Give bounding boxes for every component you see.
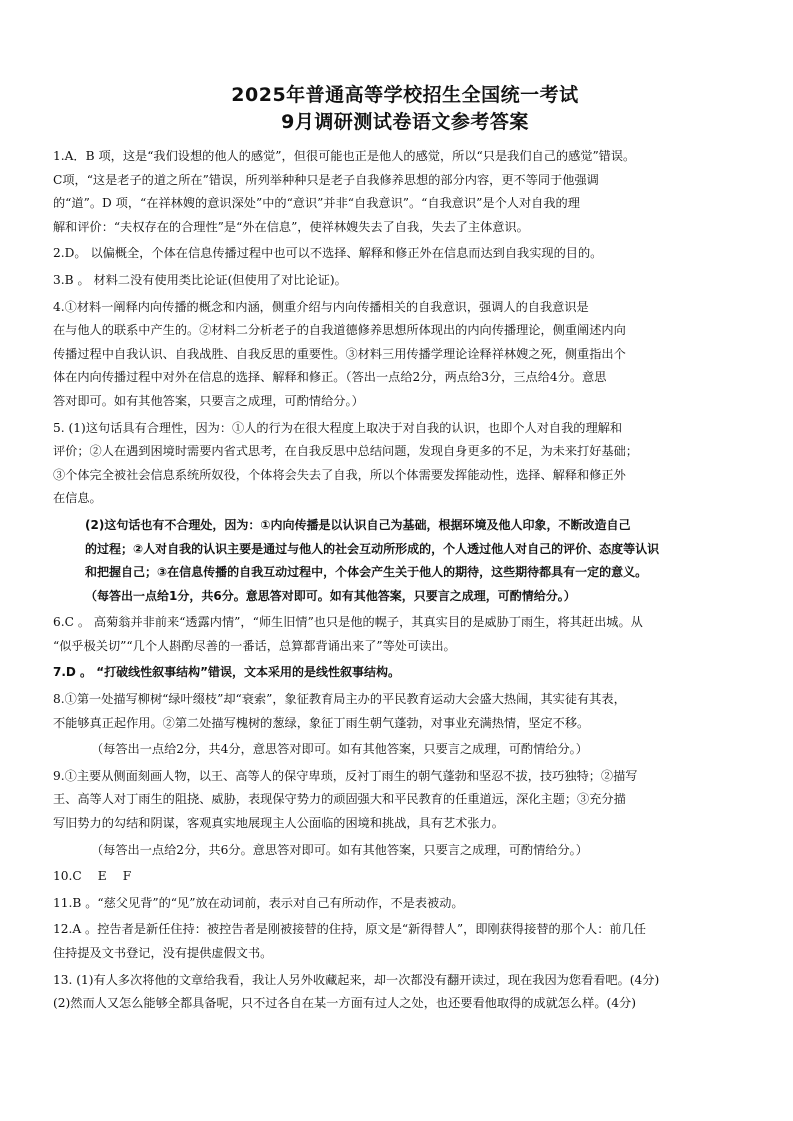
answer-q8-line1: 8.①第一处描写柳树“绿叶缀枝”却“衰索”，象征教育局主办的平民教育运动大会盛大热闹，其实徒有其表， [53,692,626,707]
answer-q5-p1-line3: ③个体完全被社会信息系统所奴役，个体将会失去了自我，所以个体需要发挥能动性，选择、解释和修正外 [53,467,626,482]
answer-q4-line5: 答对即可。如有其他答案，只要言之成理，可酌情给分。） [53,393,364,408]
answer-q5-part1 [53,417,757,511]
answer-q4-line3: 传播过程中自我认识、自我战胜、自我反思的重要性。③材料三用传播学理论诠释祥林嫂之死，侧重指出个 [53,346,626,361]
answer-q5-p1-line1: 5. (1)这句话具有合理性，因为：①人的行为在很大程度上取决于对自我的认识，也即个人对自我的理解和 [53,420,623,435]
answer-q5-p1-line4: 在信息。 [53,491,102,506]
answer-q5-p2-line3: 和把握自己；③在信息传播的自我互动过程中，个体会产生关于他人的期待，这些期待都具有一定的意义。 [85,565,648,580]
answer-q9-line2: 王、高等人对丁雨生的阻挠、威胁，表现保守势力的顽固强大和平民教育的任重道远，深化主题；③充分描 [53,792,626,807]
answer-q10: 10.C E F [53,869,132,884]
answer-q2: 2.D。 以偏概全，个体在信息传播过程中也可以不选择、解释和修正外在信息而达到自我实现的目的。 [53,246,603,261]
answer-q6-line2: “似乎极关切”“几个人斟酌尽善的一番话，总算都背诵出来了”等处可读出。 [53,638,456,653]
answer-q12 [53,918,757,965]
answer-q13-line1: 13. (1)有人多次将他的文章给我看，我让人另外收藏起来，却一次都没有翻开读过，现在我因为您看看吧。(4分) [53,972,660,987]
page-title: 2025年普通高等学校招生全国统一考试 [231,84,579,106]
answer-q4-line4: 体在内向传播过程中对外在信息的选择、解释和修正。（答出一点给2分，两点给3分，三点给4分。意思 [53,370,607,385]
answer-q5-part2 [53,514,757,608]
answer-q1-line3: 的“道”。D 项，“在祥林嫂的意识深处”中的“意识”并非“自我意识”。“自我意识”是个人对自我的理 [53,196,580,211]
answer-q9 [53,765,757,836]
answer-q1-line2: C项，“这是老子的道之所在”错误，所列举种种只是老子自我修养思想的部分内容，更不等同于他强调 [53,172,599,187]
answer-q11: 11.B 。“慈父见背”的“见”放在动词前，表示对自己有所动作，不是表被动。 [53,895,464,910]
answer-q12-line1: 12.A 。控告者是新任住持：被控告者是刚被接替的住持，原文是“新得替人”，即刚获得接替的那个人：前几任 [53,922,646,937]
answer-q5-p2-line1: (2)这句话也有不合理处，因为：①内向传播是以认识自己为基础，根据环境及他人印象，不断改造自己 [85,517,631,532]
answer-q6 [53,611,757,658]
answer-q13 [53,969,757,1016]
answer-q13-line2: (2)然而人又怎么能够全都具备呢，只不过各自在某一方面有过人之处，也还要看他取得的成就怎么样。(4分) [53,996,636,1011]
answer-q8-line2: 不能够真正起作用。②第二处描写槐树的葱绿，象征丁雨生朝气蓬勃，对事业充满热情，坚定不移。 [53,715,590,730]
answer-q5-p1-line2: 评价；②人在遇到困境时需要内省式思考，在自我反思中总结问题，发现自身更多的不足，为未来打好基础； [53,444,638,459]
answer-q6-line1: 6.C 。 高菊翁并非前来“透露内情”，“师生旧情”也只是他的幌子，其真实目的是威胁丁雨生，将其赶出城。从 [53,615,643,630]
answer-q3: 3.B 。 材料二没有使用类比论证(但使用了对比论证)。 [53,272,347,287]
answer-q1-line1: 1.A．B 项，这是“我们设想的他人的感觉”，但很可能也正是他人的感觉，所以“只是我们自己的感觉”错误。 [53,149,636,163]
answer-q8 [53,688,757,735]
answer-q9-scoring-note: （每答出一点给2分，共6分。意思答对即可。如有其他答案，只要言之成理，可酌情给分。） [91,842,588,857]
answer-q7: 7.D 。 “打破线性叙事结构”错误，文本采用的是线性叙事结构。 [53,665,401,680]
answer-q4-line2: 在与他人的联系中产生的。②材料二分析老子的自我道德修养思想所体现出的内向传播理论，侧重阐述内向 [53,323,626,338]
answer-q12-line2: 住持提及文书登记，没有提供虚假文书。 [53,946,273,960]
answer-q9-line1: 9.①主要从侧面刻画人物，以王、高等人的保守卑琐，反衬丁雨生的朝气蓬勃和坚忍不拔，技巧独特；②描写 [53,768,638,783]
answer-q8-scoring-note: （每答出一点给2分，共4分，意思答对即可。如有其他答案，只要言之成理，可酌情给分。） [91,742,588,757]
answer-q5-p2-line2: 的过程；②人对自我的认识主要是通过与他人的社会互动所形成的，个人透过他人对自己的评价、态度等认识 [85,541,660,556]
answer-list [53,145,757,1016]
answer-q9-line3: 写旧势力的勾结和阴谋，客观真实地展现主人公面临的困境和挑战，具有艺术张力。 [53,816,504,831]
answer-q4 [53,296,757,414]
answer-q1-line4: 解和评价：“夫权存在的合理性”是“外在信息”，使祥林嫂失去了自我，失去了主体意识。 [53,219,529,234]
answer-q1 [53,145,757,239]
answer-q4-line1: 4.①材料一阐释内向传播的概念和内涵，侧重介绍与内向传播相关的自我意识，强调人的自我意识是 [53,299,589,314]
page-subtitle: 9月调研测试卷语文参考答案 [281,111,529,133]
answer-q5-p2-line4: （每答出一点给1分，共6分。意思答对即可。如有其他答案，只要言之成理，可酌情给分。） [85,588,576,603]
